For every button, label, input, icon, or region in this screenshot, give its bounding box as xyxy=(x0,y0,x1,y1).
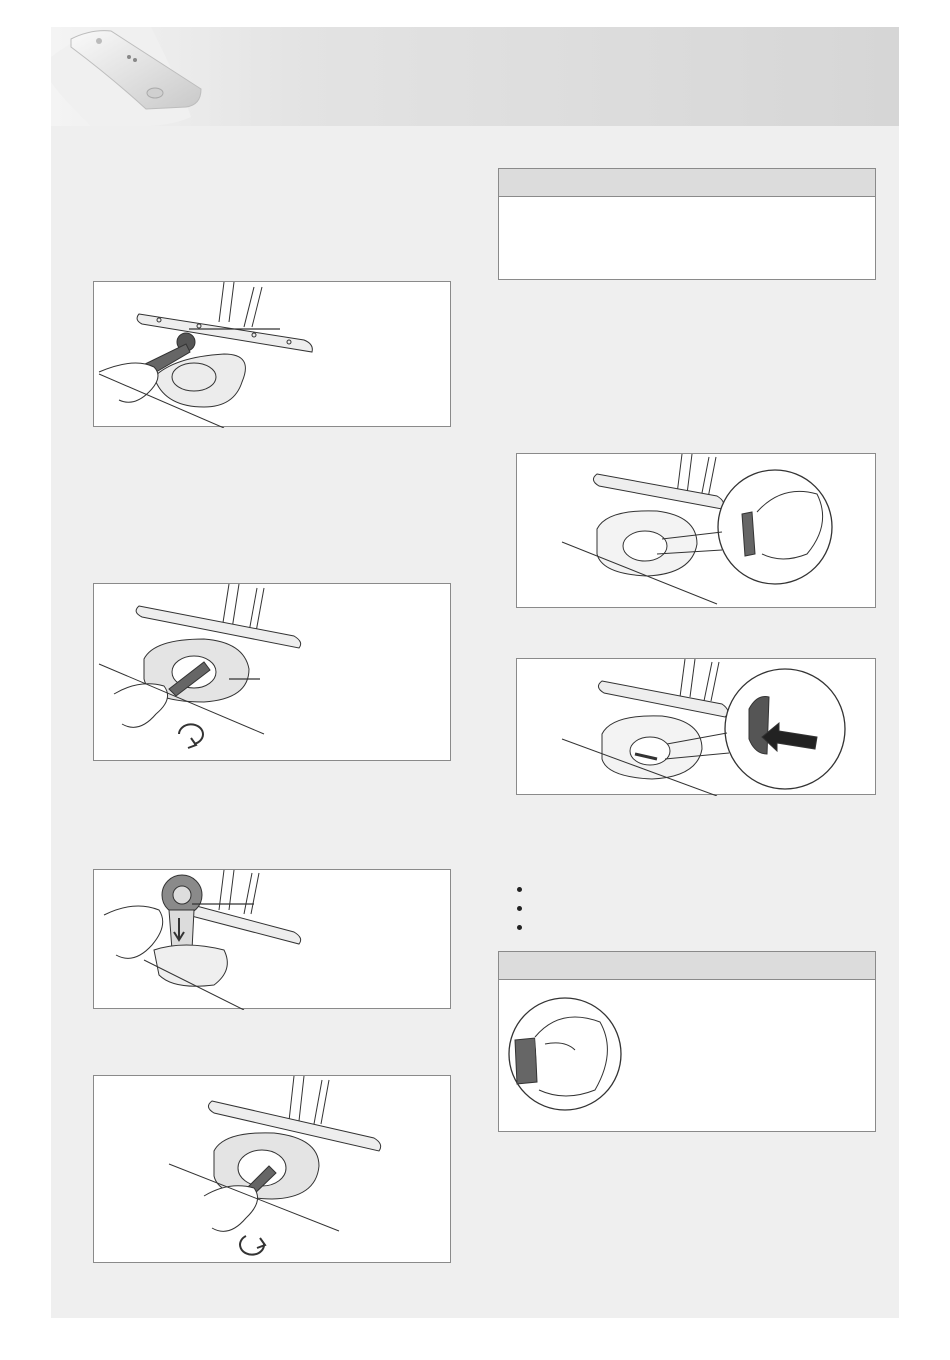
figure-reinsert-filter-clockwise xyxy=(93,1075,451,1263)
note-header xyxy=(499,952,875,980)
spray-arm-nut-removal-illustration xyxy=(94,282,452,428)
figure-lift-out-filter xyxy=(93,869,451,1009)
bullet-dot xyxy=(517,925,522,930)
filter-rotate-illustration xyxy=(94,584,452,762)
figure-insert-arrow-detail xyxy=(516,658,876,795)
clip-closeup-icon xyxy=(505,992,625,1122)
note-box-top xyxy=(498,168,876,280)
figure-remove-spray-arm-nut xyxy=(93,281,451,427)
control-panel-icon xyxy=(51,27,899,126)
figure-check-clip-detail xyxy=(516,453,876,608)
bullet-dot xyxy=(517,887,522,892)
note-header xyxy=(499,169,875,197)
filter-reinsert-illustration xyxy=(94,1076,452,1264)
filter-lift-illustration xyxy=(94,870,452,1010)
bullet-dot xyxy=(517,906,522,911)
insert-arrow-detail-illustration xyxy=(517,659,877,796)
page-header-band xyxy=(51,27,899,126)
figure-turn-filter-counterclockwise xyxy=(93,583,451,761)
note-box-bottom xyxy=(498,951,876,1132)
clip-detail-illustration xyxy=(517,454,877,609)
